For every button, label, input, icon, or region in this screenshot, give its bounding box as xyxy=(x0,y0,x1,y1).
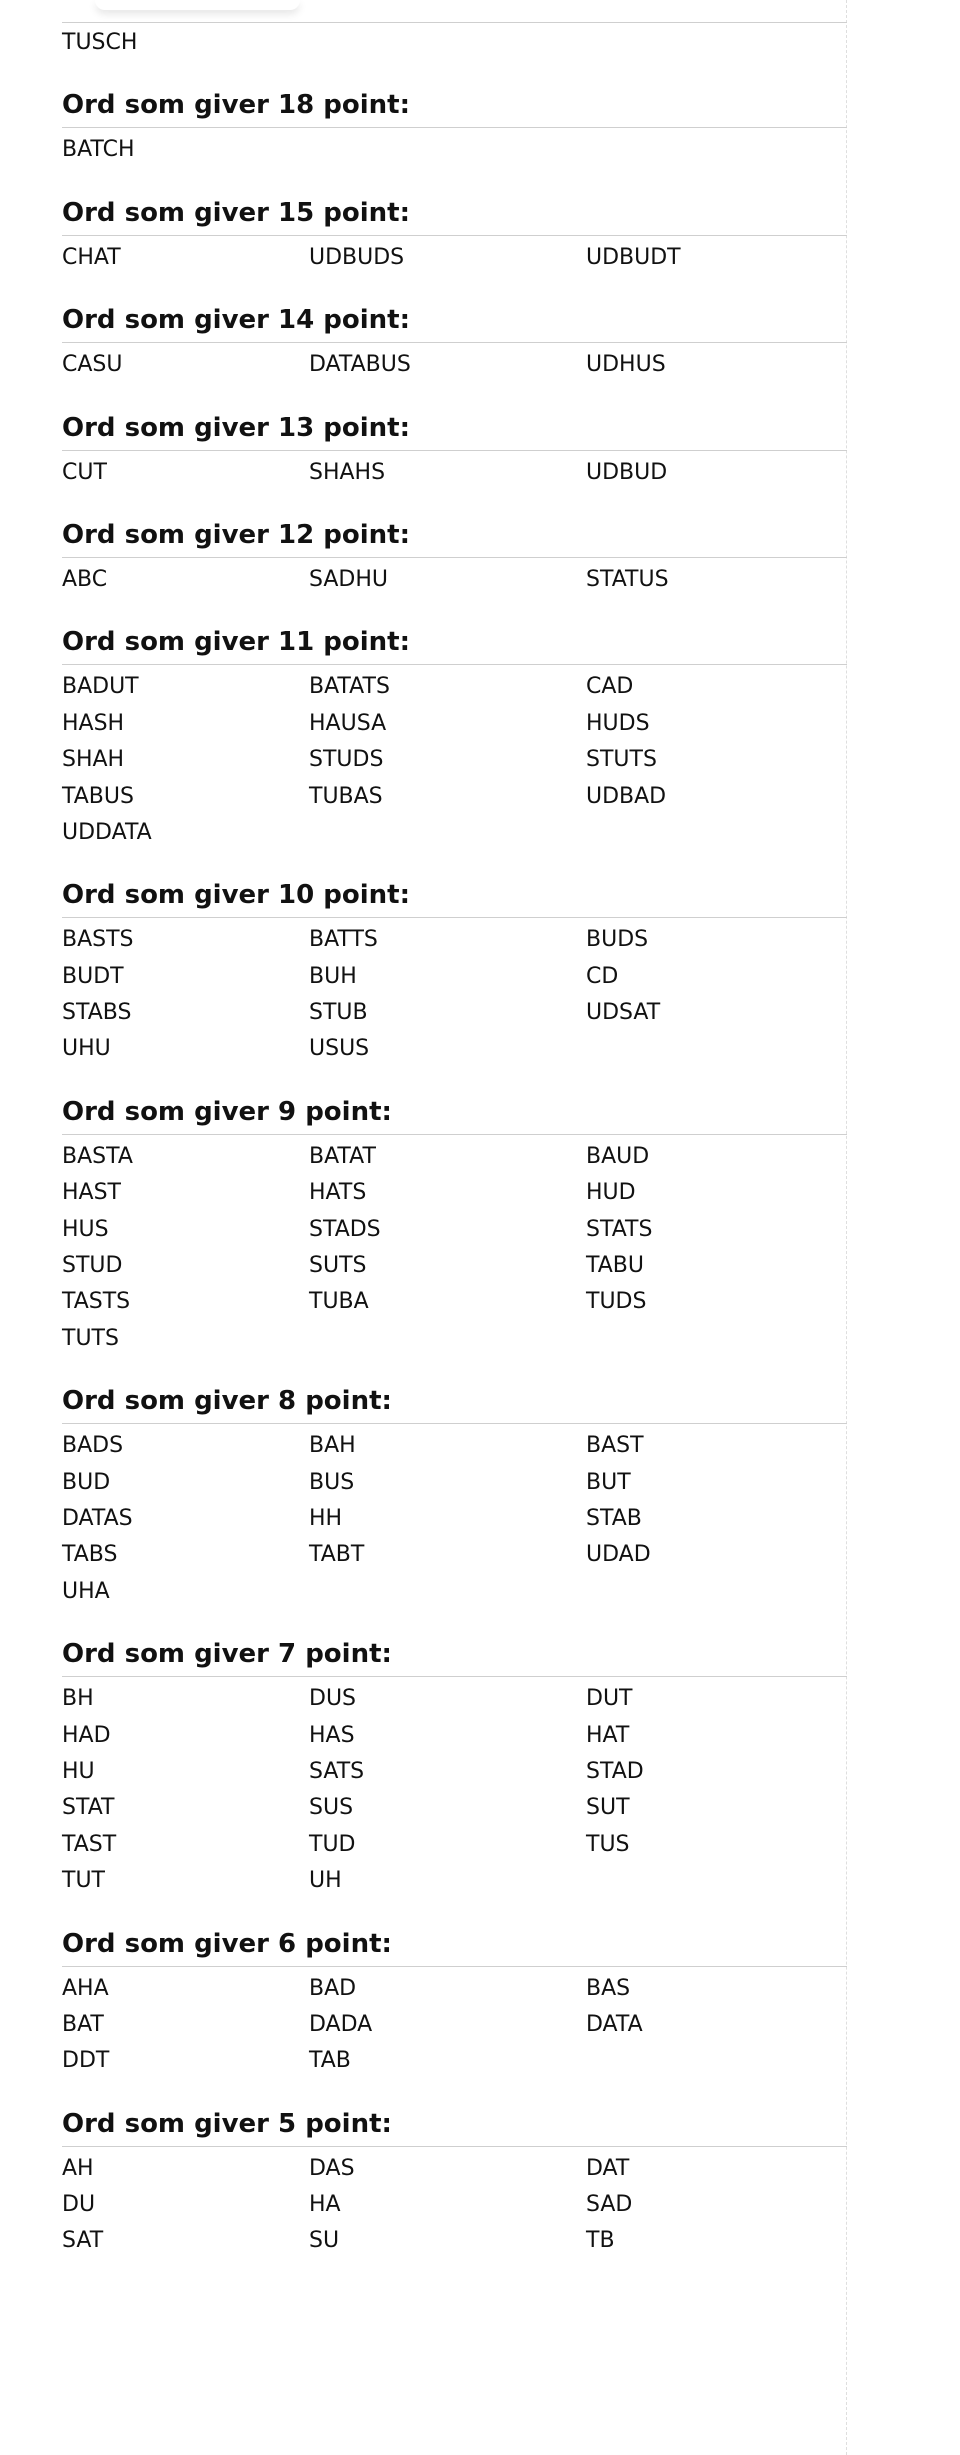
section-heading: Ord som giver 11 point: xyxy=(62,598,847,665)
word-list-content xyxy=(62,0,847,2260)
section-heading: Ord som giver 9 point: xyxy=(62,1068,847,1135)
point-section xyxy=(62,384,847,491)
word-item: HAS xyxy=(309,1722,355,1748)
word-item: DADA xyxy=(309,2011,373,2037)
word-item: HUDS xyxy=(586,710,650,736)
word-item: BATATS xyxy=(309,674,390,700)
word-item: SADHU xyxy=(309,566,389,592)
word-item: BAH xyxy=(309,1433,356,1459)
point-sections xyxy=(62,61,847,2259)
word-item: AHA xyxy=(62,1975,109,2001)
point-section xyxy=(62,1068,847,1357)
word-item: BATTS xyxy=(309,927,378,953)
word-item: CUT xyxy=(62,459,107,485)
word-item: DUS xyxy=(309,1686,357,1712)
word-item: STABS xyxy=(62,1000,132,1026)
word-item: UDDATA xyxy=(62,819,152,845)
word-item: TABU xyxy=(586,1253,644,1279)
word-item: CD xyxy=(586,963,619,989)
word-item: BADS xyxy=(62,1433,124,1459)
word-item: STUTS xyxy=(586,747,657,773)
word-item: DUT xyxy=(586,1686,633,1712)
word-item: BH xyxy=(62,1686,94,1712)
word-item: BUDS xyxy=(586,927,649,953)
point-section xyxy=(62,1610,847,1899)
word-item: TUTS xyxy=(62,1325,119,1351)
word-item: UDBUDT xyxy=(586,244,681,270)
word-item: BAUD xyxy=(586,1143,650,1169)
point-section xyxy=(62,851,847,1068)
word-item: STAD xyxy=(586,1758,644,1784)
word-grid xyxy=(62,2147,847,2260)
word-item: BATCH xyxy=(62,137,135,163)
word-item: BAST xyxy=(586,1433,644,1459)
word-item: SU xyxy=(309,2228,340,2254)
word-item: HASH xyxy=(62,710,125,736)
word-item: UH xyxy=(309,1868,342,1894)
word-item: STUDS xyxy=(309,747,384,773)
word-item: AH xyxy=(62,2155,94,2181)
word-item: HH xyxy=(309,1505,343,1531)
word-grid xyxy=(62,1424,847,1610)
word-item: DATA xyxy=(586,2011,643,2037)
word-item: UDBUDS xyxy=(309,244,405,270)
word-item: ABC xyxy=(62,566,108,592)
section-heading: Ord som giver 18 point: xyxy=(62,61,847,128)
word-item: STAT xyxy=(62,1795,115,1821)
point-section xyxy=(62,491,847,598)
word-item: BUT xyxy=(586,1469,631,1495)
word-item: TUD xyxy=(309,1831,356,1857)
word-grid xyxy=(62,1135,847,1357)
word-grid xyxy=(62,918,847,1068)
word-item: USUS xyxy=(309,1036,370,1062)
word-item: CASU xyxy=(62,352,123,378)
word-item: BUD xyxy=(62,1469,111,1495)
word-grid xyxy=(62,665,847,851)
section-heading: Ord som giver 10 point: xyxy=(62,851,847,918)
word-item: STATUS xyxy=(586,566,669,592)
word-item: HATS xyxy=(309,1180,367,1206)
word-item: SUT xyxy=(586,1795,630,1821)
word-item: HAST xyxy=(62,1180,121,1206)
word-item: HU xyxy=(62,1758,95,1784)
word-grid xyxy=(62,1967,847,2080)
word-item: DAT xyxy=(586,2155,630,2181)
word-grid xyxy=(62,1677,847,1899)
section-heading: Ord som giver 5 point: xyxy=(62,2080,847,2147)
section-heading: Ord som giver 13 point: xyxy=(62,384,847,451)
point-section xyxy=(62,61,847,168)
word-item: BUDT xyxy=(62,963,124,989)
word-item: STADS xyxy=(309,1216,381,1242)
word-item: UDAD xyxy=(586,1542,651,1568)
word-item: SAD xyxy=(586,2192,633,2218)
word-item: BAD xyxy=(309,1975,357,2001)
word-grid xyxy=(62,558,847,598)
section-heading: Ord som giver 6 point: xyxy=(62,1900,847,1967)
word-item: DATAS xyxy=(62,1505,133,1531)
word-item: BASTA xyxy=(62,1143,133,1169)
word-item: HA xyxy=(309,2192,341,2218)
word-item: SUTS xyxy=(309,1253,367,1279)
word-item: UHA xyxy=(62,1578,110,1604)
section-heading: Ord som giver 14 point: xyxy=(62,276,847,343)
word-item: TABUS xyxy=(62,783,134,809)
word-item: BUH xyxy=(309,963,357,989)
point-section xyxy=(62,2080,847,2260)
word-item: DAS xyxy=(309,2155,355,2181)
word-item: BADUT xyxy=(62,674,139,700)
word-grid xyxy=(62,236,847,276)
word-grid xyxy=(62,451,847,491)
word-item: HAT xyxy=(586,1722,630,1748)
word-item: DDT xyxy=(62,2048,110,2074)
word-item: UHU xyxy=(62,1036,111,1062)
word-item: TUBA xyxy=(309,1289,369,1315)
word-item: TASTS xyxy=(62,1289,131,1315)
word-item: HAUSA xyxy=(309,710,387,736)
point-section xyxy=(62,1900,847,2080)
word-item: TABT xyxy=(309,1542,365,1568)
word-item: TUS xyxy=(586,1831,630,1857)
word-item: STATS xyxy=(586,1216,653,1242)
word-item: BATAT xyxy=(309,1143,376,1169)
word-item: TUT xyxy=(62,1868,105,1894)
word-item: TAST xyxy=(62,1831,117,1857)
word-item: SAT xyxy=(62,2228,104,2254)
word-item: UDBUD xyxy=(586,459,668,485)
word-item: HUS xyxy=(62,1216,109,1242)
word-item: BASTS xyxy=(62,927,134,953)
word-item: UDSAT xyxy=(586,1000,661,1026)
word-item: SUS xyxy=(309,1795,354,1821)
word-item: SATS xyxy=(309,1758,365,1784)
word-item: HAD xyxy=(62,1722,111,1748)
word-item: CAD xyxy=(586,674,634,700)
point-section xyxy=(62,1357,847,1610)
word-item: TUSCH xyxy=(62,30,138,55)
word-item: BUS xyxy=(309,1469,355,1495)
word-item: DU xyxy=(62,2192,96,2218)
word-item: DATABUS xyxy=(309,352,411,378)
point-section xyxy=(62,598,847,851)
point-section xyxy=(62,169,847,276)
word-item: UDBAD xyxy=(586,783,667,809)
word-item: SHAH xyxy=(62,747,125,773)
word-item: TAB xyxy=(309,2048,351,2074)
word-item: SHAHS xyxy=(309,459,386,485)
word-item: STAB xyxy=(586,1505,642,1531)
word-item: BAS xyxy=(586,1975,631,2001)
word-item: TABS xyxy=(62,1542,118,1568)
section-heading: Ord som giver 7 point: xyxy=(62,1610,847,1677)
word-item: TUDS xyxy=(586,1289,647,1315)
leading-word-grid xyxy=(62,23,847,61)
word-item: STUD xyxy=(62,1253,123,1279)
word-item: HUD xyxy=(586,1180,636,1206)
word-item: STUB xyxy=(309,1000,368,1026)
word-grid xyxy=(62,343,847,383)
word-grid xyxy=(62,128,847,168)
section-heading: Ord som giver 8 point: xyxy=(62,1357,847,1424)
section-heading: Ord som giver 15 point: xyxy=(62,169,847,236)
word-item: UDHUS xyxy=(586,352,666,378)
word-item: TUBAS xyxy=(309,783,383,809)
word-item: CHAT xyxy=(62,244,121,270)
point-section xyxy=(62,276,847,383)
word-item: TB xyxy=(586,2228,615,2254)
word-item: BAT xyxy=(62,2011,104,2037)
section-heading: Ord som giver 12 point: xyxy=(62,491,847,558)
